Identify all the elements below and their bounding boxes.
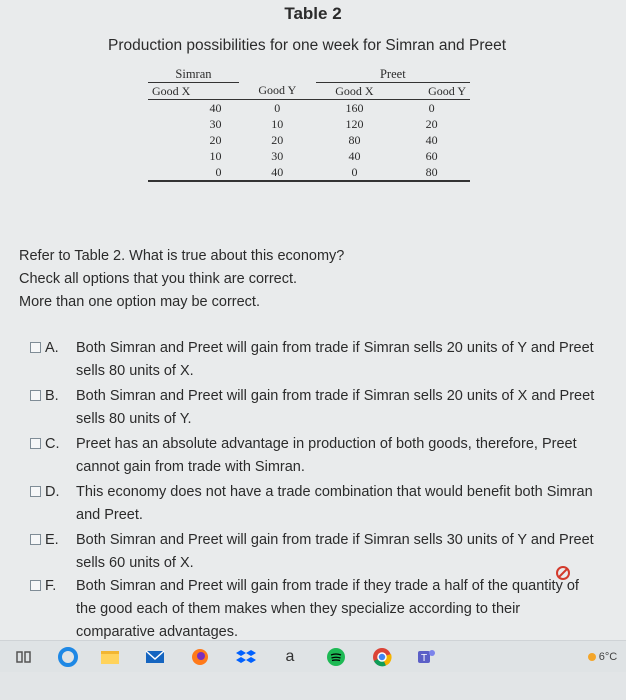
- teams-icon[interactable]: [416, 647, 436, 667]
- option-c-checkbox[interactable]: [30, 438, 41, 449]
- option-c-text: Preet has an absolute advantage in production of both goods, therefore, Preet cannot gain from trade with Simran.: [76, 436, 577, 475]
- option-a-text: Both Simran and Preet will gain from trade if Simran sells 20 units of Y and Preet sells 80 units of X.: [76, 340, 594, 379]
- option-c[interactable]: C. Preet has an absolute advantage in production of both goods, therefore, Preet cannot gain from trade with Simran.: [30, 433, 600, 456]
- question-note: More than one option may be correct.: [19, 294, 260, 310]
- screen-bottom-edge: [0, 672, 626, 700]
- edge-icon[interactable]: [58, 647, 78, 667]
- simran-good-x-header: Good X: [148, 83, 226, 100]
- table-row: 30 10 120 20: [209, 116, 438, 131]
- dropbox-icon[interactable]: [236, 647, 256, 667]
- table-row: 10 30 40 60: [209, 148, 438, 163]
- taskbar: [0, 640, 626, 673]
- option-f-text: Both Simran and Preet will gain from trade if they trade a half of the quantity of the good each of them makes when they specialize according to their comparative advantages.: [76, 578, 579, 640]
- preet-good-y-header: Good Y: [393, 83, 470, 100]
- page-title: Table 2: [284, 4, 342, 23]
- table-caption: Production possibilities for one week for Simran and Preet: [108, 37, 507, 54]
- option-e-text: Both Simran and Preet will gain from trade if Simran sells 30 units of Y and Preet sells 60 units of X.: [76, 532, 594, 571]
- production-table: [148, 66, 470, 182]
- weather-temp: 6°C: [598, 651, 618, 663]
- option-d[interactable]: D. This economy does not have a trade combination that would benefit both Simran and Preet.: [30, 481, 600, 504]
- question-text: [19, 245, 344, 314]
- task-view-icon[interactable]: [14, 647, 34, 667]
- option-d-checkbox[interactable]: [30, 486, 41, 497]
- table-row: 0 40 0 80: [148, 164, 470, 181]
- svg-text:T: T: [421, 653, 428, 664]
- question-instruction: Check all options that you think are correct.: [19, 271, 298, 287]
- option-e[interactable]: E. Both Simran and Preet will gain from trade if Simran sells 30 units of Y and Preet sells 60 units of X.: [30, 529, 600, 552]
- spotify-icon[interactable]: [326, 647, 346, 667]
- table-row: 40 0 160 0: [209, 100, 435, 115]
- option-f-checkbox[interactable]: [30, 580, 41, 591]
- simran-header: Simran: [148, 66, 239, 83]
- simran-good-y-header: Good Y: [239, 83, 316, 100]
- mail-icon[interactable]: [145, 647, 165, 667]
- option-b-checkbox[interactable]: [30, 390, 41, 401]
- firefox-icon[interactable]: [190, 647, 210, 667]
- option-f[interactable]: F. Both Simran and Preet will gain from trade if they trade a half of the quantity of the good each of them makes when they specialize according to their comparative advantages.: [30, 575, 600, 598]
- preet-good-x-header: Good X: [316, 83, 394, 100]
- option-d-text: This economy does not have a trade combination that would benefit both Simran and Preet.: [76, 484, 593, 523]
- chrome-icon[interactable]: [372, 647, 392, 667]
- option-b-text: Both Simran and Preet will gain from trade if Simran sells 20 units of X and Preet sells 80 units of Y.: [76, 388, 595, 427]
- option-e-checkbox[interactable]: [30, 534, 41, 545]
- option-a-checkbox[interactable]: [30, 342, 41, 353]
- question-line: Refer to Table 2. What is true about this economy?: [19, 248, 345, 264]
- option-a[interactable]: A. Both Simran and Preet will gain from trade if Simran sells 20 units of Y and Preet sells 80 units of X.: [30, 337, 600, 360]
- amazon-icon[interactable]: a: [285, 648, 295, 665]
- option-b[interactable]: B. Both Simran and Preet will gain from trade if Simran sells 20 units of X and Preet sells 80 units of Y.: [30, 385, 600, 408]
- file-explorer-icon[interactable]: [100, 647, 120, 667]
- preet-header: Preet: [316, 66, 470, 83]
- weather-widget[interactable]: [582, 647, 622, 667]
- table-row: 20 20 80 40: [209, 132, 438, 147]
